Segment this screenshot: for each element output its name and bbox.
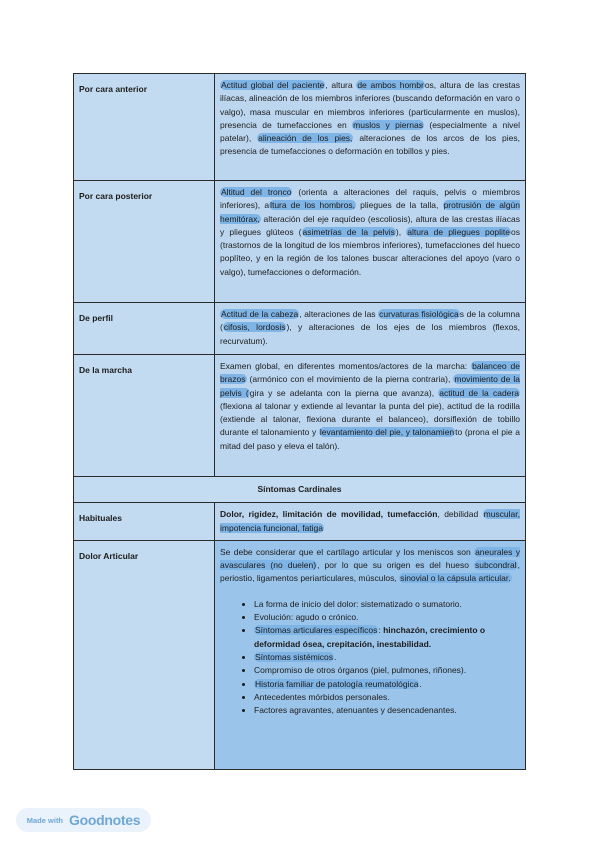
text-run: gira y se adelanta con la pierna que avanza), [249, 387, 439, 398]
row-label-dolor: Dolor Articular [74, 540, 215, 769]
text-run: pliegues de la talla, [355, 200, 443, 211]
text-run: Evolución: agudo o crónico. [254, 612, 359, 623]
highlight: Altitud del tronco [221, 187, 292, 197]
highlight: de ambos hombr [357, 80, 424, 90]
text-run: . [333, 651, 337, 662]
text-run: . [419, 678, 422, 689]
highlight: muslos y piernas [353, 119, 423, 130]
text-run: os, altura de las crestas ilíacas, alineación de los miembros inferiores (buscando deformación en varo o valgo), masa muscular en miembros inferiores (particularmente en muslos), presencia de tumefacciones en [220, 80, 520, 130]
highlight: aneurales y avasculares (no duelen) [220, 546, 520, 571]
exam-table [73, 73, 526, 770]
highlight: Actitud de la cabeza [221, 309, 299, 319]
section-title: Síntomas Cardinales [74, 477, 526, 503]
highlight: sinovial o la cápsula articular. [400, 573, 511, 584]
bullet-item [254, 664, 520, 677]
text-run: (especialmente a nivel patelar), [220, 119, 521, 144]
bullet-item [254, 678, 520, 691]
row-label-anterior: Por cara anterior [74, 74, 215, 181]
text-run: Compromiso de otros órganos (piel, pulmones, riñones). [254, 665, 467, 676]
highlight: altura de pliegues poplite [407, 226, 511, 237]
text-run: Examen global, en diferentes momentos/actores de la marcha: [220, 361, 472, 371]
badge-brand: Goodnotes [69, 812, 141, 828]
highlight: ltura de los hombros, [270, 200, 355, 211]
text-run: (orienta a alteraciones del raquis, pelvis o miembros inferiores), a [220, 187, 520, 211]
highlight: Síntomas articulares específicos [255, 625, 378, 636]
text-run: alteración del eje raquídeo (escoliosis), altura de las crestas ilíacas y pliegues glúteos ( [220, 213, 520, 237]
highlight: levantamiento del pie, y talonamien [319, 427, 455, 438]
bold-text: hinchazón, crecimiento o deformidad ósea, crepitación, inestabilidad. [254, 625, 486, 649]
row-label-marcha: De la marcha [74, 355, 215, 477]
row-text-marcha [215, 355, 526, 477]
row-text-habituales [215, 503, 526, 541]
text-run: (armónico con el movimiento de la pierna contraria), [246, 374, 454, 385]
text-run: Antecedentes mórbidos personales. [254, 691, 390, 702]
highlight: movimiento de la pelvis ( [220, 374, 520, 398]
text-run: s de la columna ( [220, 309, 520, 333]
text-run: , alteraciones de las [299, 309, 379, 319]
bold-text: Dolor, rigidez, limitación de movilidad, tumefacción [220, 509, 438, 520]
dolor-bullet-list [220, 598, 520, 718]
bullet-item [254, 598, 520, 611]
highlight: Actitud global del paciente [221, 80, 325, 90]
highlight: actitud de la cadera [439, 387, 519, 398]
text-run: Factores agravantes, atenuantes y desencadenantes. [254, 705, 457, 716]
dolor-intro [220, 546, 520, 586]
highlight: protrusión de algún hemitórax, [220, 200, 521, 224]
text-run: , por lo que su origen es del hueso [317, 560, 475, 571]
row-text-dolor [215, 540, 526, 769]
highlight: asimetrías de la pelvis [302, 226, 395, 237]
highlight: curvaturas fisiológica [379, 309, 459, 319]
bullet-item [254, 691, 520, 704]
row-label-posterior: Por cara posterior [74, 181, 215, 303]
highlight: Síntomas sistémicos [255, 651, 333, 662]
row-label-perfil: De perfil [74, 303, 215, 355]
row-text-posterior [215, 181, 526, 303]
text-run: (flexiona al talonar y extiende al levantar la punta del pie), actitud de la rodilla (extiende al talonar, flexiona durante el balanceo), dorsiflexión de tobillo durante el talonamiento y [220, 400, 520, 438]
text-run: ), [395, 226, 407, 237]
text-run: ), y alteraciones de los ejes de los miembros (flexos, recurvatum). [220, 322, 520, 346]
text-run: , altura [325, 80, 357, 90]
highlight: balanceo de brazos [220, 361, 520, 385]
goodnotes-badge[interactable] [16, 808, 151, 832]
row-text-anterior [215, 74, 526, 181]
text-run: La forma de inicio del dolor: sistematizado o sumatorio. [254, 598, 462, 609]
bullet-item [254, 651, 520, 664]
text-run: : [378, 625, 384, 636]
text-run: , periostio, ligamentos periarticulares, músculos, [220, 560, 520, 584]
text-run: alteraciones de los arcos de los pies, presencia de tumefacciones o deformación en tobillos y pies. [220, 133, 521, 157]
bullet-item [254, 611, 520, 624]
bullet-item [254, 624, 520, 651]
row-label-habituales: Habituales [74, 503, 215, 541]
text-run: , debilidad [437, 509, 483, 520]
highlight: alineación de los pies, [258, 133, 353, 144]
text-run: Se debe considerar que el cartílago articular y los meniscos son [220, 546, 475, 557]
highlight: Historia familiar de patología reumatológica [255, 678, 419, 689]
text-run: to (prona el pie a mitad del paso y eleva el talón). [220, 427, 520, 451]
row-text-perfil [215, 303, 526, 355]
badge-made-with: Made with [26, 815, 64, 825]
highlight: subcondral [475, 560, 517, 571]
highlight: cifosis, lordosis [223, 322, 286, 333]
bullet-item [254, 704, 520, 717]
text-run: os (trastornos de la longitud de los miembros inferiores), tumefacciones del hueco poplíteo, y en la región de los talones buscar alteraciones del apoyo (varo o valgo), tumefacciones o deformación. [220, 226, 521, 277]
highlight: muscular, impotencia funcional, fatiga [220, 509, 520, 533]
